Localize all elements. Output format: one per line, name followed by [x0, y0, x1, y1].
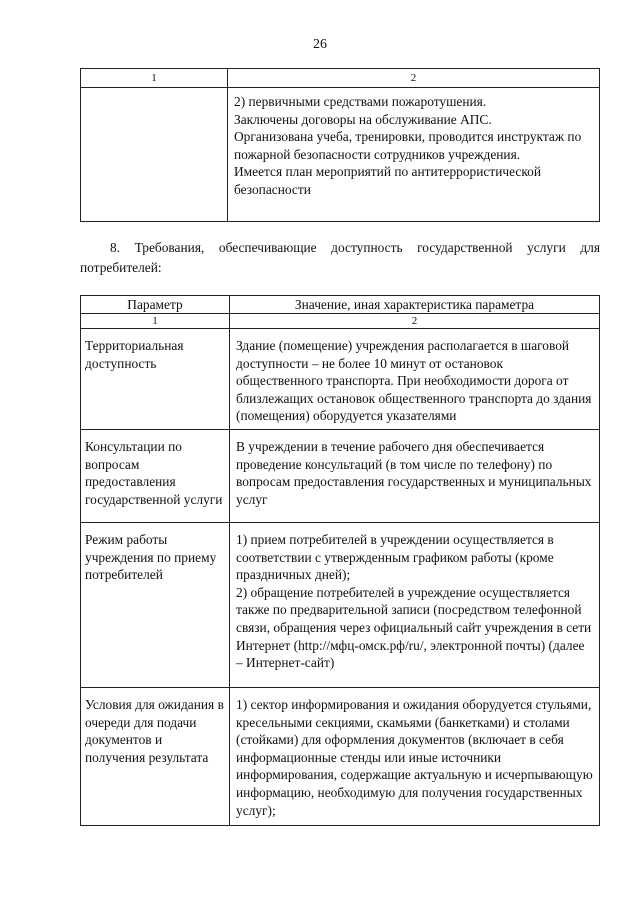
text-line: Заключены договоры на обслуживание АПС.: [234, 111, 492, 127]
column-number-row: [81, 314, 600, 329]
continuation-table: [80, 68, 600, 222]
section-heading-text: 8. Требования, обеспечивающие доступность государственной услуги для потребителей:: [80, 240, 600, 275]
table-row: [81, 522, 600, 687]
parameter-cell: Территориальная доступность: [81, 329, 230, 430]
value-text: В учреждении в течение рабочего дня обеспечивается проведение консультаций (в том числе по телефону) по вопросам предоставления государственных и муниципальных услуг: [236, 438, 592, 507]
column-number-row: [81, 69, 600, 88]
column-number-2: 2: [230, 314, 600, 329]
requirements-table: [80, 295, 600, 826]
header-value: Значение, иная характеристика параметра: [230, 296, 600, 314]
value-cell: [230, 687, 600, 825]
column-number-1: 1: [81, 69, 228, 88]
text-line: Имеется план мероприятий по антитеррористической безопасности: [234, 164, 542, 197]
header-parameter: Параметр: [81, 296, 230, 314]
header-row: [81, 296, 600, 314]
page-number: 26: [313, 37, 327, 52]
text-line: 2) первичными средствами пожаротушения.: [234, 94, 487, 109]
column-number-2: 2: [228, 69, 600, 88]
value-cell: [228, 88, 600, 222]
table-row: [81, 88, 600, 222]
table-row: [81, 429, 600, 522]
empty-parameter-cell: [81, 88, 228, 222]
value-text: 1) сектор информирования и ожидания оборудуется стульями, кресельными секциями, скамьями (банкетками) и столами (стойками) для оформления документов (включает в себя информационные стенды или иные источники информирования, содержащие актуальную и исчерпывающую информацию, необходимую для получения государственных услуг);: [236, 696, 593, 818]
parameter-cell: Консультации по вопросам предоставления государственной услуги: [81, 429, 230, 522]
value-text: Здание (помещение) учреждения располагается в шаговой доступности – не более 10 минут от остановок общественного транспорта. При необходимости дорога от близлежащих остановок общественного транспорта до здания (помещения) оборудуется указателями: [236, 338, 592, 424]
value-cell: [230, 522, 600, 687]
value-cell: [230, 429, 600, 522]
value-cell: [230, 329, 600, 430]
value-text: 1) прием потребителей в учреждении осуществляется в соответствии с утвержденным графиком работы (кроме праздничных дней);: [236, 531, 554, 583]
parameter-cell: Режим работы учреждения по приему потребителей: [81, 522, 230, 687]
text-line: Организована учеба, тренировки, проводится инструктаж по пожарной безопасности сотрудников учреждения.: [234, 129, 582, 162]
parameter-cell: Условия для ожидания в очереди для подачи документов и получения результата: [81, 687, 230, 825]
column-number-1: 1: [81, 314, 230, 329]
table-row: [81, 329, 600, 430]
section-heading: [80, 238, 600, 278]
value-text: 2) обращение потребителей в учреждение осуществляется также по предварительной записи (посредством телефонной связи, обращения через официальный сайт учреждения в сети Интернет (http://мфц-омск.рф/ru/, электронной почты) (далее – Интернет-сайт): [236, 584, 592, 671]
table-row: [81, 687, 600, 825]
